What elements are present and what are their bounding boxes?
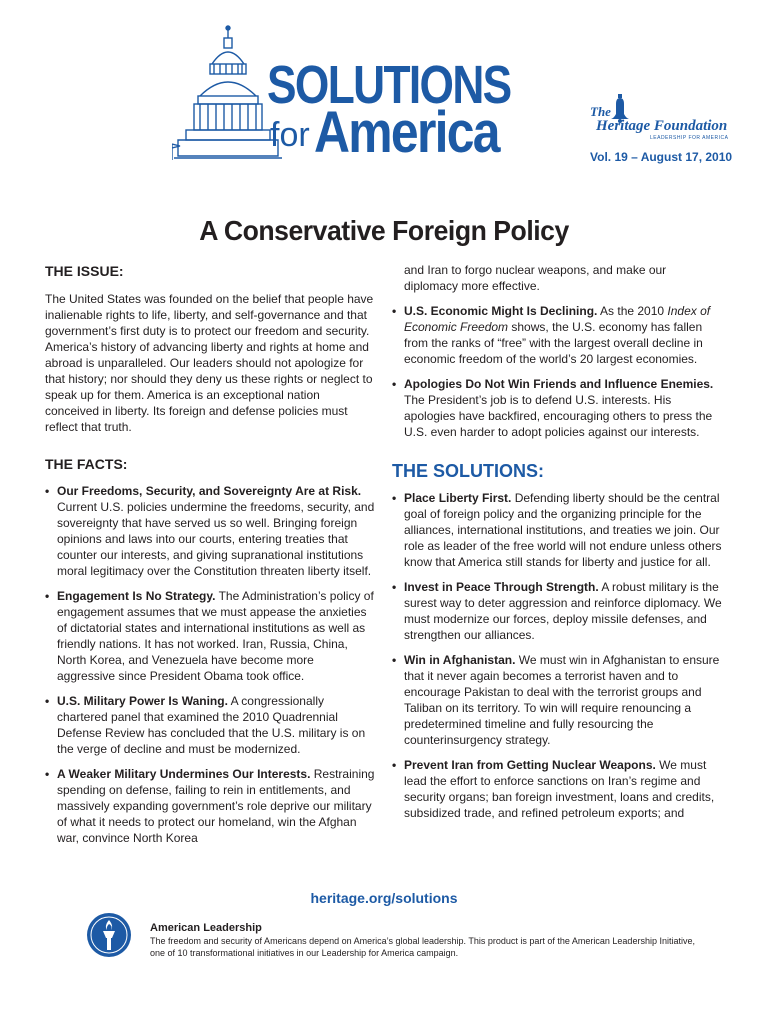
- issue-text: The United States was founded on the belief that people have inalienable rights to life, liberty, and self-governance and that government’s first duty is to protect our freedom and security. America’s history of advancing liberty and rights at home and abroad is unparalleled. Our leaders should not apologize for that history; nor should they deny us these rights or neglect to speak up for them. America is an exceptional nation conceived in liberty. Its foreign and defense policies must reflect that truth.: [45, 292, 374, 434]
- list-item: [392, 490, 722, 570]
- right-column: [392, 262, 722, 821]
- fact-lead: Our Freedoms, Security, and Sovereignty Are at Risk.: [57, 484, 362, 498]
- fact-text: The Administration’s policy of engagement assumes that we must appease the anxieties of dictatorial states and international institutions as well as friendly nations. It has not worked. Iran, Russia, China, North Korea, and Venezuela have become more aggressive since President Obama took office.: [57, 589, 374, 683]
- publisher-name: Heritage Foundation: [596, 118, 728, 134]
- brand-title-top: SOLUTIONS: [267, 55, 511, 115]
- facts-heading: THE FACTS:: [45, 456, 128, 472]
- list-item: [45, 693, 375, 757]
- fact-lead: U.S. Economic Might Is Declining.: [404, 304, 598, 318]
- volume-date: Vol. 19 – August 17, 2010: [590, 150, 733, 164]
- list-item: [392, 579, 722, 643]
- publisher-the: The: [590, 104, 611, 119]
- page-title: A Conservative Foreign Policy: [199, 214, 569, 246]
- fact-text: As the 2010: [597, 304, 668, 318]
- list-item: [392, 652, 722, 748]
- solution-lead: Place Liberty First.: [404, 491, 512, 505]
- solution-text: A robust military is the surest way to deter aggression and reinforce diplomacy. We must modernize our forces, deploy missile defenses, and strengthen our alliances.: [404, 580, 722, 642]
- facts-list-continued: [392, 303, 722, 440]
- footer-link[interactable]: heritage.org/solutions: [310, 890, 458, 906]
- list-item: [392, 376, 722, 440]
- torch-icon: [86, 912, 132, 958]
- fact-lead: Apologies Do Not Win Friends and Influence Enemies.: [404, 377, 714, 391]
- fact-text: Current U.S. policies undermine the freedoms, security, and sovereignty that have served us so well. Bringing foreign opinions and laws into our courts, entering treaties that counter our interests, and giving supranational institutions moral legitimacy over the Constitution threaten liberty itself.: [57, 500, 375, 578]
- fact-text: A congressionally chartered panel that examined the 2010 Quadrennial Defense Review has concluded that the U.S. military is on the verge of decline and must be modernized.: [57, 694, 366, 756]
- brand-title-bottom: America: [314, 100, 499, 165]
- facts-continuation: and Iran to forgo nuclear weapons, and make our diplomacy more effective.: [404, 263, 667, 293]
- initiative-title: American Leadership: [150, 922, 262, 934]
- fact-italic: Index of Economic Freedom: [404, 304, 711, 334]
- issue-heading: THE ISSUE:: [45, 263, 124, 279]
- solution-lead: Invest in Peace Through Strength.: [404, 580, 599, 594]
- list-item: [45, 766, 375, 846]
- masthead: [0, 0, 768, 180]
- brand-title-for: for: [270, 116, 310, 154]
- fact-text: The President’s job is to defend U.S. interests. His apologies have backfired, encouraging others to press the U.S. even harder to adopt policies against our interests.: [404, 393, 713, 439]
- list-item: [392, 757, 722, 821]
- fact-text: Restraining spending on defense, failing to rein in entitlements, and massively expanding government’s role deprive our military of what it needs to protect our homeland, win the Afghan war, convince North Korea: [57, 767, 375, 845]
- facts-list: [45, 483, 375, 846]
- solution-text: Defending liberty should be the central goal of foreign policy and the organizing principle for the alliances, international institutions, and treaties we join. Our role as leader of the free world will not endure unless others know that America still stands for liberty and justice for all.: [404, 491, 722, 569]
- solution-lead: Win in Afghanistan.: [404, 653, 516, 667]
- left-column: [45, 262, 375, 846]
- list-item: [45, 588, 375, 684]
- solutions-list: [392, 490, 722, 821]
- list-item: [392, 303, 722, 367]
- solution-text: We must lead the effort to enforce sanctions on Iran’s regime and security organs; ban foreign investment, loans and credits, subsidized trade, and refined petroleum exports; and: [404, 758, 715, 820]
- initiative-text: The freedom and security of Americans depend on America’s global leadership. This product is part of the American Leadership Initiative, one of 10 transformational initiatives in our Leadership for America campaign.: [150, 936, 695, 958]
- fact-text: shows, the U.S. economy has fallen from the ranks of “free” with the largest overall decline in economic freedom of the world’s 20 largest economies.: [404, 320, 703, 366]
- fact-lead: A Weaker Military Undermines Our Interests.: [57, 767, 311, 781]
- solution-text: We must win in Afghanistan to ensure that it never again becomes a terrorist haven and to encourage Pakistan to deal with the terrorist groups and Taliban on its territory. To win will require renouncing a predetermined timeline and fully resourcing the counterinsurgency strategy.: [404, 653, 720, 747]
- solutions-heading: THE SOLUTIONS:: [392, 461, 544, 481]
- list-item: [45, 483, 375, 579]
- fact-lead: Engagement Is No Strategy.: [57, 589, 216, 603]
- publisher-tagline: LEADERSHIP FOR AMERICA: [650, 135, 729, 141]
- solution-lead: Prevent Iran from Getting Nuclear Weapons.: [404, 758, 656, 772]
- fact-lead: U.S. Military Power Is Waning.: [57, 694, 228, 708]
